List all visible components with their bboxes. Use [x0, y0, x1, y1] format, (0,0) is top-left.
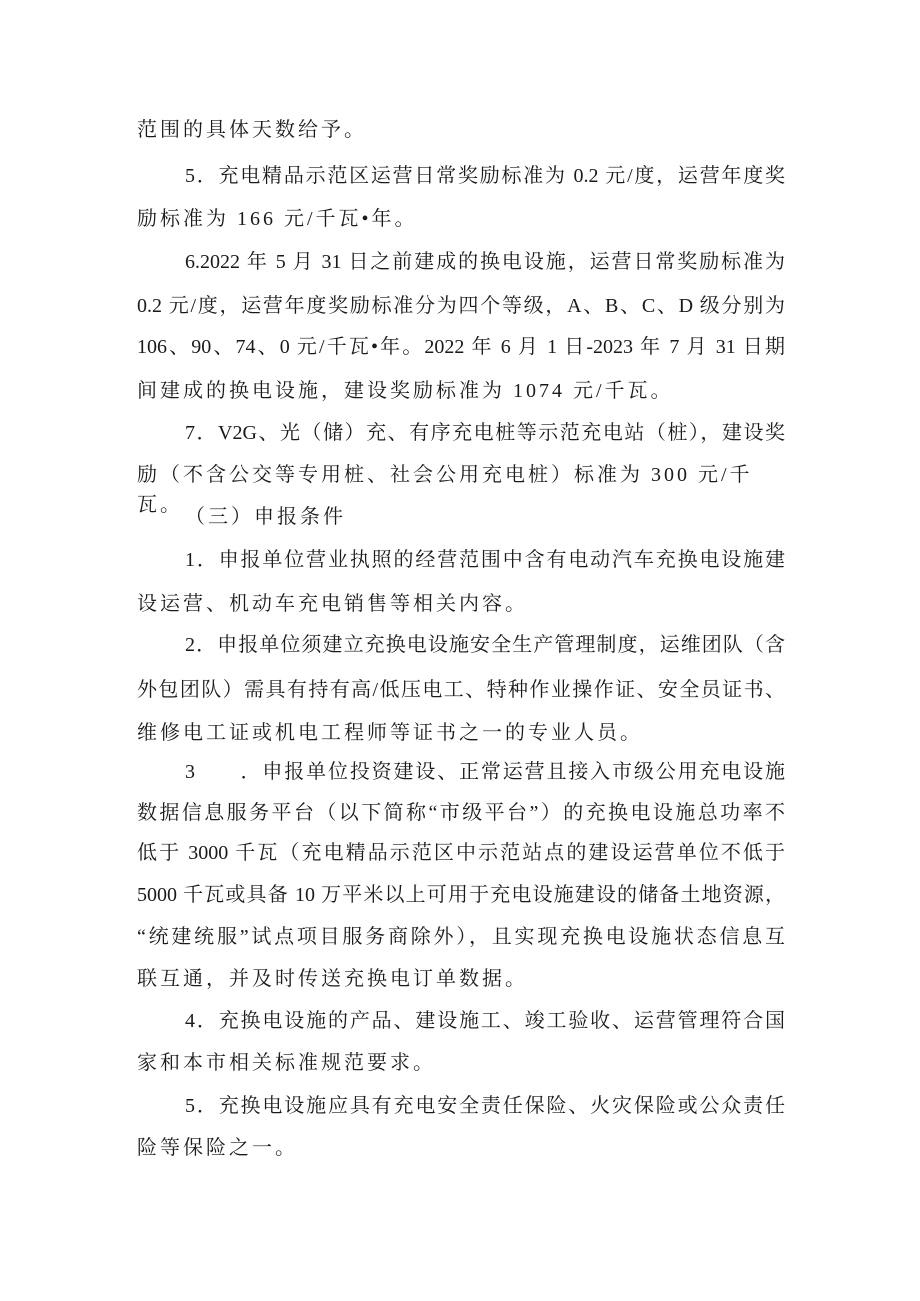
text-line: 3 ．申报单位投资建设、正常运营且接入市级公用充电设施 [185, 761, 785, 783]
text-line: 4．充换电设施的产品、建设施工、竣工验收、运营管理符合国 [185, 1010, 785, 1032]
section-heading-text: （三）申报条件 [185, 506, 346, 528]
text-line: 维修电工证或机电工程师等证书之一的专业人员。 [137, 722, 643, 744]
text-line: “统建统服”试点项目服务商除外），且实现充换电设施状态信息互 [137, 926, 785, 948]
text-line: 励标准为 166 元/千瓦•年。 [137, 208, 418, 230]
text-line: 106、90、74、0 元/千瓦•年。2022 年 6 月 1 日-2023 年 7 月 31 日期 [137, 336, 785, 358]
text-line: 0.2 元/度，运营年度奖励标准分为四个等级，A、B、C、D 级分别为 [137, 295, 785, 317]
text-line: 1．申报单位营业执照的经营范围中含有电动汽车充换电设施建 [185, 549, 785, 571]
text-line: 外包团队）需具有持有高/低压电工、特种作业操作证、安全员证书、 [137, 679, 785, 701]
text-line: 6.2022 年 5 月 31 日之前建成的换电设施，运营日常奖励标准为 [185, 251, 785, 273]
text-line: 家和本市相关标准规范要求。 [137, 1052, 436, 1074]
text-line: 间建成的换电设施，建设奖励标准为 1074 元/千瓦。 [137, 380, 674, 402]
text-line: 设运营、机动车充电销售等相关内容。 [137, 593, 528, 615]
text-line: 2．申报单位须建立充换电设施安全生产管理制度，运维团队（含 [185, 634, 785, 656]
text-line: 范围的具体天数给予。 [137, 119, 367, 141]
text-line: 5．充换电设施应具有充电安全责任保险、火灾保险或公众责任 [185, 1095, 785, 1117]
text-line: 数据信息服务平台（以下简称“市级平台”）的充换电设施总功率不 [137, 802, 785, 824]
text-line: 5．充电精品示范区运营日常奖励标准为 0.2 元/度，运营年度奖 [185, 165, 785, 187]
text-line: 励（不含公交等专用桩、社会公用充电桩）标准为 300 元/千瓦。 [137, 464, 753, 516]
text-line: 5000 千瓦或具备 10 万平米以上可用于充电设施建设的储备土地资源， [137, 884, 785, 906]
text-line: 7．V2G、光（储）充、有序充电桩等示范充电站（桩），建设奖 [185, 422, 785, 444]
text-line: 低于 3000 千瓦（充电精品示范区中示范站点的建设运营单位不低于 [137, 842, 785, 864]
text-line: 联互通，并及时传送充换电订单数据。 [137, 968, 528, 990]
text-line: 险等保险之一。 [137, 1137, 298, 1159]
